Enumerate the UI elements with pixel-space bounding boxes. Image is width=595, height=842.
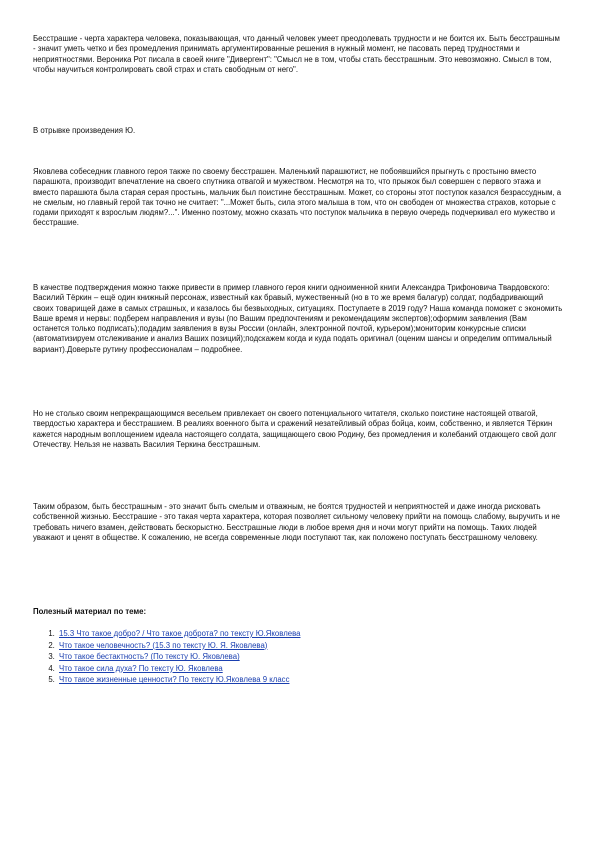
paragraph-intro: Бесстрашие - черта характера человека, показывающая, что данный человек умеет преодолевать трудности и не боится их. Быть бесстрашным - значит уметь четко и без промедления принимать аргументированные решения в нужный момент, не пасовать перед трудностями и неприятностями. Вероника Рот писала в своей книге "Дивергент": "Смысл не в том, чтобы стать бесстрашным. Это невозможно. Смысл в том, чтобы научиться контролировать свой страх и стать свободным от него". xyxy=(33,34,560,74)
paragraph-excerpt: В отрывке произведения Ю. xyxy=(33,126,136,135)
related-link-1[interactable]: 15.3 Что такое добро? / Что такое доброта? по тексту Ю.Яковлева xyxy=(59,629,301,638)
list-item xyxy=(57,674,557,686)
list-item xyxy=(57,663,557,675)
related-link-4[interactable]: Что такое сила духа? По тексту Ю. Яковлева xyxy=(59,663,223,673)
paragraph-argument-2: В качестве подтверждения можно также привести в пример главного героя книги одноименной книги Александра Трифоновича Твардовского: Василий Тёркин – ещё один книжный персонаж, известный как бравый, мужественный (но в то же время балагур) солдат, подбадривающий своих товарищей даже в самых страшных, и казалось бы безвыходных, ситуациях. Поступаете в 2019 году? Наша команда поможет с экономить Ваше время и нервы: подберем направления и вузы (по Вашим предпочтениям и рекомендациям экспертов);оформим заявления (Вам останется только подписать);подадим заявления в вузы России (онлайн, электронной почтой, курьером);мониторим конкурсные списки (автоматизируем отслеживание и анализ Ваших позиций);подскажем когда и куда подать оригинал (оценим шансы и определим оптимальный вариант).Доверьте рутину профессионалам – подробнее. xyxy=(33,283,563,354)
paragraph-argument-2-continued: Но не столько своим непрекращающимся весельем привлекает он своего потенциального читателя, сколько поистине настоящей отвагой, твердостью характера и бесстрашием. В реалиях военного быта и сражений незатейливый образ бойца, коим, собственно, и является Тёркин кажется народным воплощением идеала настоящего солдата, защищающего свою Родину, без промедления и колебаний отдающего свой долг Отечеству. Нельзя не назвать Василия Теркина бесстрашным. xyxy=(33,409,557,449)
list-item xyxy=(57,651,557,663)
list-item xyxy=(57,640,557,652)
related-link-5[interactable]: Что такое жизненные ценности? По тексту Ю.Яковлева 9 класс xyxy=(59,675,290,685)
related-heading: Полезный материал по теме: xyxy=(33,607,147,616)
list-item xyxy=(57,628,557,640)
related-links-list xyxy=(33,628,557,686)
related-link-2[interactable]: Что такое человечность? (15.3 по тексту Ю. Я. Яковлева) xyxy=(59,640,268,650)
paragraph-conclusion: Таким образом, быть бесстрашным - это значит быть смелым и отважным, не боятся трудностей и неприятностей и даже иногда рисковать собственной жизнью. Бесстрашие - это такая черта характера, которая позволяет сильному человеку прийти на помощь слабому, выручить и не требовать ничего взамен, действовать бескорыстно. Бесстрашные люди в любое время дня и ночи могут прийти на помощь. Таких людей уважают и ценят в обществе. К сожалению, не всегда современные люди поступают так, как положено поступать бесстрашному человеку. xyxy=(33,502,561,542)
related-link-3[interactable]: Что такое бестактность? (По тексту Ю. Яковлева) xyxy=(59,652,240,662)
paragraph-argument-1: Яковлева собеседник главного героя также по своему бесстрашен. Маленький парашютист, не побоявшийся прыгнуть с простыню вместо парашюта, производит впечатление на своего спутника отвагой и мужеством. Несмотря на то, что прыжок был совершен с первого этажа и вместо парашюта была старая серая простынь, мальчик был поистине бесстрашным. Может, со стороны этот поступок казался безрассудным, а не смелым, но главный герой так точно не считает: "...Может быть, сила этого малыша в том, что он свободен от множества страхов, которые с годами приходят к взрослым людям?...". Именно поэтому, можно сказать что поступок мальчика в первую очередь подчеркивал его мужество и бесстрашие. xyxy=(33,167,562,228)
